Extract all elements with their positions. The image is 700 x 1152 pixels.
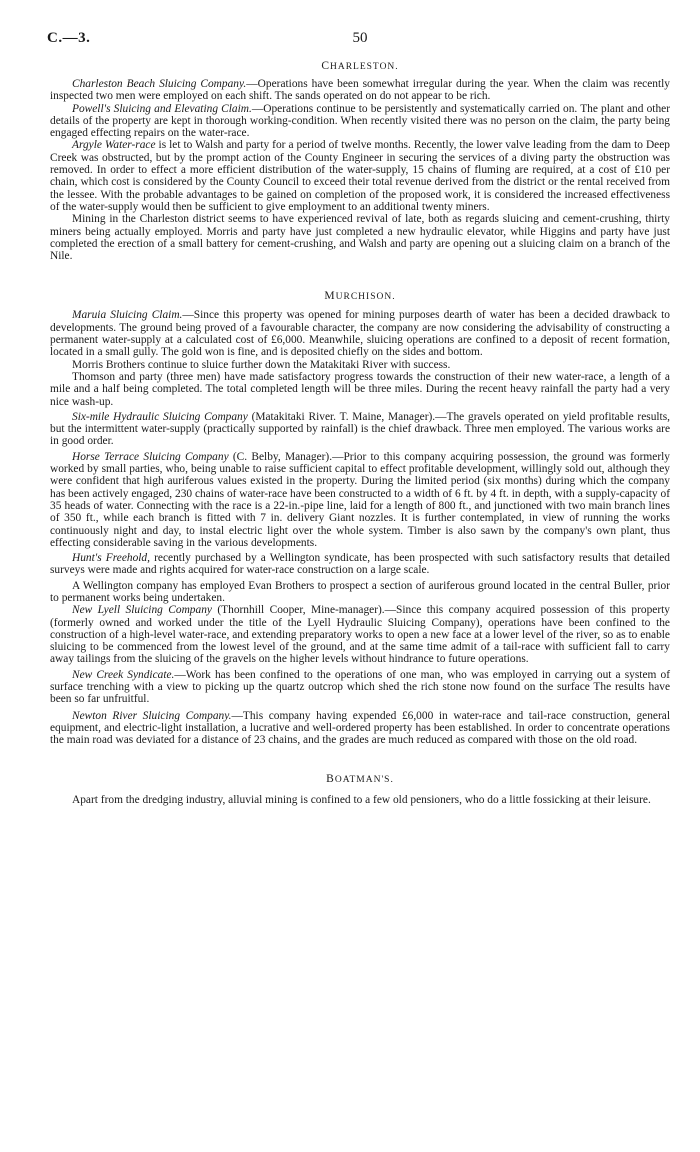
paragraph-lead: Horse Terrace Sluicing Company [72, 450, 229, 463]
paragraph-text: Mining in the Charleston district seems to have experienced revival of late, both as regards sluicing and cement-crushing, thirty miners being actually employed. Morris and party have just completed a new hydraulic elevator, while Higgins and party have just completed the erection of a small battery for cement-crushing, and Walsh and party are opening out a sluicing claim on a branch of the Nile. [50, 213, 670, 263]
paragraph [50, 451, 670, 549]
section-heading-initial: M [324, 290, 336, 303]
paragraph [50, 580, 670, 605]
section-heading [50, 773, 670, 785]
paragraph-text: (Thornhill Cooper, Mine-manager).—Since this company acquired possession of this property (formerly owned and worked under the title of the Lyell Hydraulic Sluicing Company), operations have been confined to the construction of a high-level water-race, and extending preparatory works to open a new face at a lower level of the river, so as to enable sluicing to be commenced from the lowest level of the ground, and at the same time admit of a tail-race with sufficient fall to carry away tailings from the sluicing of the gravels on the higher levels without hindrance to future operations. [50, 604, 670, 666]
paragraph-text: —This company having expended £6,000 in water-race and tail-race construction, general equipment, and electric-light installation, a lucrative and well-ordered property has been established. In order to concentrate operations the main road was deviated for a distance of 23 chains, and the grades are much reduced as compared with those on the old road. [50, 709, 670, 747]
paragraph-lead: Powell's Sluicing and Elevating Claim. [72, 102, 252, 115]
paragraph-text: —Work has been confined to the operations of one man, who was employed in carrying out a system of surface trenching with a view to picking up the quartz outcrop which shed the rich stone now found on the surface The results have been so far unfruitful. [50, 668, 670, 706]
paragraph-text: Apart from the dredging industry, alluvial mining is confined to a few old pensioners, who do a little fossicking at their leisure. [72, 793, 651, 806]
paragraph-text: A Wellington company has employed Evan Brothers to prospect a section of auriferous ground located in the central Buller, prior to permanent works being undertaken. [50, 579, 670, 604]
paragraph-lead: Newton River Sluicing Company. [72, 709, 232, 722]
paragraph-text: Morris Brothers continue to sluice further down the Matakitaki River with success. [72, 358, 451, 371]
paragraph [50, 371, 670, 408]
paragraph-text: —Operations have been somewhat irregular during the year. When the claim was recently inspected two men were employed on each shift. The sands operated on do not appear to be rich. [50, 78, 670, 103]
section-heading [50, 60, 670, 72]
section-heading-initial: B [326, 772, 335, 785]
document-reference: C.—3. [47, 30, 91, 46]
paragraph-lead: Hunt's Freehold, [72, 552, 150, 565]
section-heading-rest: URCHISON. [335, 292, 396, 303]
paragraph [50, 103, 670, 140]
document-page [47, 28, 670, 806]
paragraph [50, 213, 670, 262]
section-heading-rest: HARLESTON. [329, 62, 399, 72]
paragraph [50, 794, 670, 806]
page-number: 50 [352, 30, 368, 46]
paragraph [50, 669, 670, 706]
paragraph [50, 359, 670, 371]
page-header [47, 28, 670, 50]
paragraph-text: is let to Walsh and party for a period of twelve months. Recently, the lower valve leading from the dam to Deep Creek was obstructed, but by the prompt action of the County Engineer in securing the services of a diving party the obstruction was removed. In order to effect a more efficient distribution of the water-supply, 15 chains of fluming are required, at a cost of £10 per chain, which cost is considered by the County Council to exceed their total revenue derived from the district or the rental received from the lessee. With the probable advantages to be gained on completion of the proposed work, it is considered the increased effectiveness of the water-supply would then be sufficient to give employment to an additional twenty miners. [50, 139, 670, 213]
paragraph-lead: Six-mile Hydraulic Sluicing Company [72, 410, 248, 423]
paragraph-text: recently purchased by a Wellington syndicate, has been prospected with such satisfactory results that detailed surveys were made and rights acquired for water-race construction on a large scale. [50, 552, 670, 577]
paragraph [50, 309, 670, 358]
paragraph-text: Thomson and party (three men) have made satisfactory progress towards the construction of their new water-race, a length of a mile and a half being completed. The total completed length will be three miles. During the recent heavy rainfall the party had a very nice wash-up. [50, 370, 670, 408]
paragraph-text: —Since this property was opened for mining purposes dearth of water has been a decided drawback to developments. The ground being proved of a favourable character, the company are now considering the advisability of constructing a permanent water-supply at a calculated cost of £6,000. Meanwhile, sluicing operations are confined to a deposit of recent formation, located in a small gully. The gold won is fine, and is deposited chiefly on the sides and bottom. [50, 309, 670, 359]
paragraph [50, 604, 670, 665]
paragraph [50, 78, 670, 103]
paragraph-lead: New Creek Syndicate. [72, 668, 175, 681]
paragraph-lead: New Lyell Sluicing Company [72, 604, 212, 617]
paragraph-text: (Matakitaki River. T. Maine, Manager).—The gravels operated on yield profitable results, but the intermittent water-supply (practically supported by rainfall) is the chief drawback. Three men employed. The various works are in good order. [50, 410, 670, 448]
paragraph [50, 411, 670, 448]
section-heading-rest: OATMAN'S. [334, 774, 394, 785]
paragraph-lead: Charleston Beach Sluicing Company. [72, 78, 247, 90]
section-heading [50, 290, 670, 302]
section-heading-initial: C [321, 60, 330, 72]
paragraph-text: (C. Belby, Manager).—Prior to this company acquiring possession, the ground was formerly worked by small parties, who, being unable to raise sufficient capital to effect profitable development, willingly sold out, although they were confident that high auriferous values existed in the property. During the limited period (six months) during which the company has been actively engaged, 230 chains of water-race have been constructed to a width of 6 ft. by 4 ft. in depth, with a supply-capacity of 35 heads of water. Connecting with the race is a 22-in.-pipe line, laid for a length of 800 ft., and junctioned with two main branch lines of 350 ft., while each branch is fitted with 7 in. delivery Giant nozzles. It is further contemplated, in view of running the works continuously night and day, to instal electric light over the whole system. Timber is also sawn by the company's own plant, thus effecting considerable saving in the various developments. [50, 450, 670, 549]
document-body [50, 60, 670, 806]
paragraph [50, 710, 670, 747]
paragraph-lead: Maruia Sluicing Claim. [72, 309, 183, 322]
paragraph-lead: Argyle Water-race [72, 139, 156, 152]
paragraph [50, 139, 670, 213]
paragraph-text: —Operations continue to be persistently and systematically carried on. The plant and other details of the property are kept in thorough working-condition. When recently visited there was no person on the claim, the party being engaged effecting repairs on the water-race. [50, 102, 670, 140]
paragraph [50, 552, 670, 577]
